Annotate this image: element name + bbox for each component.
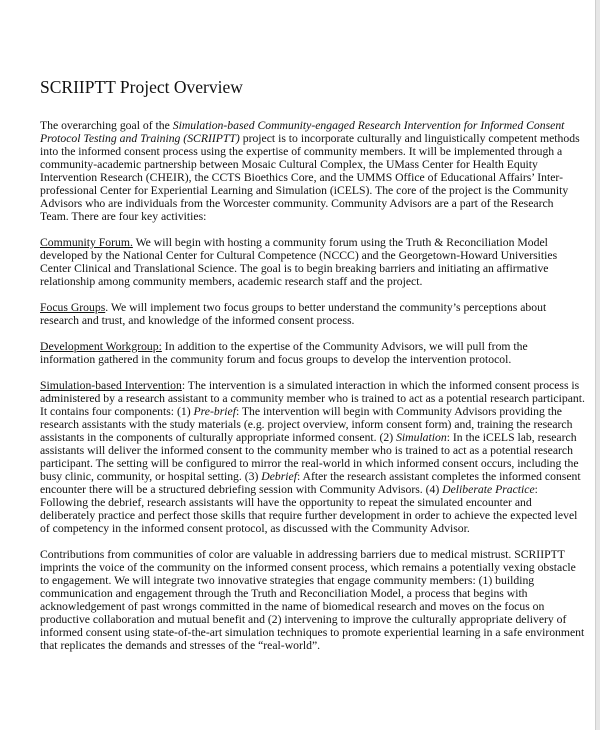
text-line xyxy=(40,626,585,639)
text-segment: of competency in the informed consent protocol, as discussed with the Community Advisor. xyxy=(40,522,470,535)
text-segment: Advisors who are individuals from the Worcester community. Community Advisors are a part of the Research xyxy=(40,197,554,210)
italic-text: Protocol Testing and Training (SCRIIPTT) xyxy=(40,132,240,145)
text-line xyxy=(40,197,585,210)
text-line xyxy=(40,171,585,184)
italic-text: Pre-brief xyxy=(193,405,236,418)
text-segment: relationship among community members, academic research staff and the project. xyxy=(40,275,423,288)
text-segment: research assistants with the study materials (e.g. project overview, inform consent form) and, training the research xyxy=(40,418,573,431)
intro-paragraph xyxy=(40,119,585,223)
text-segment: that replicates the demands and stresses of the “real-world”. xyxy=(40,639,321,652)
italic-text: Simulation-based Community-engaged Research Intervention for Informed Consent xyxy=(172,119,565,132)
text-line xyxy=(40,236,585,249)
text-line xyxy=(40,275,585,288)
text-segment: developed by the National Center for Cultural Competence (NCCC) and the Georgetown-Howard Universities xyxy=(40,249,558,262)
text-segment: busy clinic, community, or hospital setting. (3) xyxy=(40,470,262,483)
text-line xyxy=(40,613,585,626)
focus-groups-paragraph xyxy=(40,301,585,327)
text-segment: : xyxy=(534,483,538,496)
page-title: SCRIIPTT Project Overview xyxy=(40,77,243,97)
text-line xyxy=(40,249,585,262)
page-edge xyxy=(595,0,600,730)
text-segment: participant. The setting will be configured to mirror the real-world in which informed consent occurs, including the xyxy=(40,457,579,470)
text-line xyxy=(40,639,585,652)
text-segment: assistants in the components of culturally appropriate informed consent. (2) xyxy=(40,431,397,444)
text-segment: acknowledgement of past wrongs committed in the name of biomedical research and moves on the focus on xyxy=(40,600,545,613)
text-segment: . We will implement two focus groups to better understand the community’s perceptions about xyxy=(105,301,547,314)
text-line xyxy=(40,509,585,522)
text-segment: to engagement. We will integrate two innovative strategies that engage community members: (1) building xyxy=(40,574,535,587)
text-segment: Contributions from communities of color are valuable in addressing barriers due to medical mistrust. SCRIIPTT xyxy=(40,548,565,561)
text-segment: imprints the voice of the community on the informed consent process, which remains a potentially vexing obstacle xyxy=(40,561,576,574)
section-heading: Focus Groups xyxy=(40,301,106,314)
text-line xyxy=(40,457,585,470)
text-line xyxy=(40,314,585,327)
text-line xyxy=(40,431,585,444)
section-heading: Simulation-based Intervention xyxy=(40,379,182,392)
text-segment: The overarching goal of the xyxy=(40,119,173,132)
text-line xyxy=(40,470,585,483)
text-line xyxy=(40,444,585,457)
text-segment: : The intervention is a simulated interaction in which the informed consent process is xyxy=(181,379,580,392)
text-line xyxy=(40,132,585,145)
text-segment: research and trust, and knowledge of the informed consent process. xyxy=(40,314,355,327)
text-line xyxy=(40,548,585,561)
text-line xyxy=(40,418,585,431)
text-segment: community-academic partnership between Mosaic Cultural Complex, the UMass Center for Health Equity xyxy=(40,158,538,171)
text-segment: encounter there will be a structured debriefing session with Community Advisors. (4) xyxy=(40,483,443,496)
text-line xyxy=(40,353,585,366)
section-heading: Community Forum. xyxy=(40,236,133,249)
community-forum-paragraph xyxy=(40,236,585,288)
text-segment: informed consent using state-of-the-art simulation techniques to promote experiential learning in a safe environment xyxy=(40,626,585,639)
text-segment: It contains four components: (1) xyxy=(40,405,194,418)
text-line xyxy=(40,119,585,132)
text-line xyxy=(40,522,585,535)
text-line xyxy=(40,301,585,314)
contributions-paragraph xyxy=(40,548,585,652)
text-segment: assistants will deliver the informed consent to the community member who is trained to act as a potential research xyxy=(40,444,573,457)
text-line xyxy=(40,600,585,613)
text-line xyxy=(40,496,585,509)
italic-text: Deliberate Practice xyxy=(442,483,535,496)
text-segment: project is to incorporate culturally and linguistically competent methods xyxy=(239,132,580,145)
document-body xyxy=(40,119,585,665)
text-segment: We will begin with hosting a community forum using the Truth & Reconciliation Model xyxy=(132,236,548,249)
section-heading: Development Workgroup: xyxy=(40,340,162,353)
text-segment: : After the research assistant completes the informed consent xyxy=(296,470,581,483)
text-segment: into the informed consent process using the expertise of community members. It will be implemented through a xyxy=(40,145,563,158)
text-line xyxy=(40,405,585,418)
text-line xyxy=(40,561,585,574)
text-line xyxy=(40,587,585,600)
text-segment: : In the iCELS lab, research xyxy=(446,431,577,444)
text-segment: professional Center for Experiential Learning and Simulation (iCELS). The core of the project is the Community xyxy=(40,184,569,197)
italic-text: Simulation xyxy=(396,431,447,444)
italic-text: Debrief xyxy=(261,470,297,483)
development-workgroup-paragraph xyxy=(40,340,585,366)
text-segment: : The intervention will begin with Community Advisors providing the xyxy=(235,405,562,418)
text-line xyxy=(40,145,585,158)
text-segment: Center Clinical and Translational Science. The goal is to begin breaking barriers and initiating an affirmative xyxy=(40,262,549,275)
text-line xyxy=(40,483,585,496)
text-line xyxy=(40,158,585,171)
text-segment: Intervention Research (CHEIR), the CCTS Bioethics Core, and the UMMS Office of Educational Affairs’ Inter- xyxy=(40,171,563,184)
simulation-intervention-paragraph xyxy=(40,379,585,535)
text-segment: productive collaboration and mutual benefit and (2) intervening to improve the culturally appropriate delivery of xyxy=(40,613,567,626)
text-line xyxy=(40,184,585,197)
text-segment: information gathered in the community forum and focus groups to develop the intervention protocol. xyxy=(40,353,512,366)
text-line xyxy=(40,574,585,587)
text-segment: In addition to the expertise of the Community Advisors, we will pull from the xyxy=(161,340,528,353)
text-segment: administered by a research assistant to a community member who is trained to act as a potential research participant. xyxy=(40,392,585,405)
text-line xyxy=(40,262,585,275)
text-segment: deliberately practice and perfect those skills that require further development in order to achieve the expected level xyxy=(40,509,578,522)
text-segment: communication and engagement through the Truth and Reconciliation Model, a process that begins with xyxy=(40,587,528,600)
text-line xyxy=(40,340,585,353)
text-line xyxy=(40,392,585,405)
text-line xyxy=(40,379,585,392)
text-segment: Following the debrief, research assistants will have the opportunity to repeat the simulated encounter and xyxy=(40,496,532,509)
text-line xyxy=(40,210,585,223)
text-segment: Team. There are four key activities: xyxy=(40,210,207,223)
